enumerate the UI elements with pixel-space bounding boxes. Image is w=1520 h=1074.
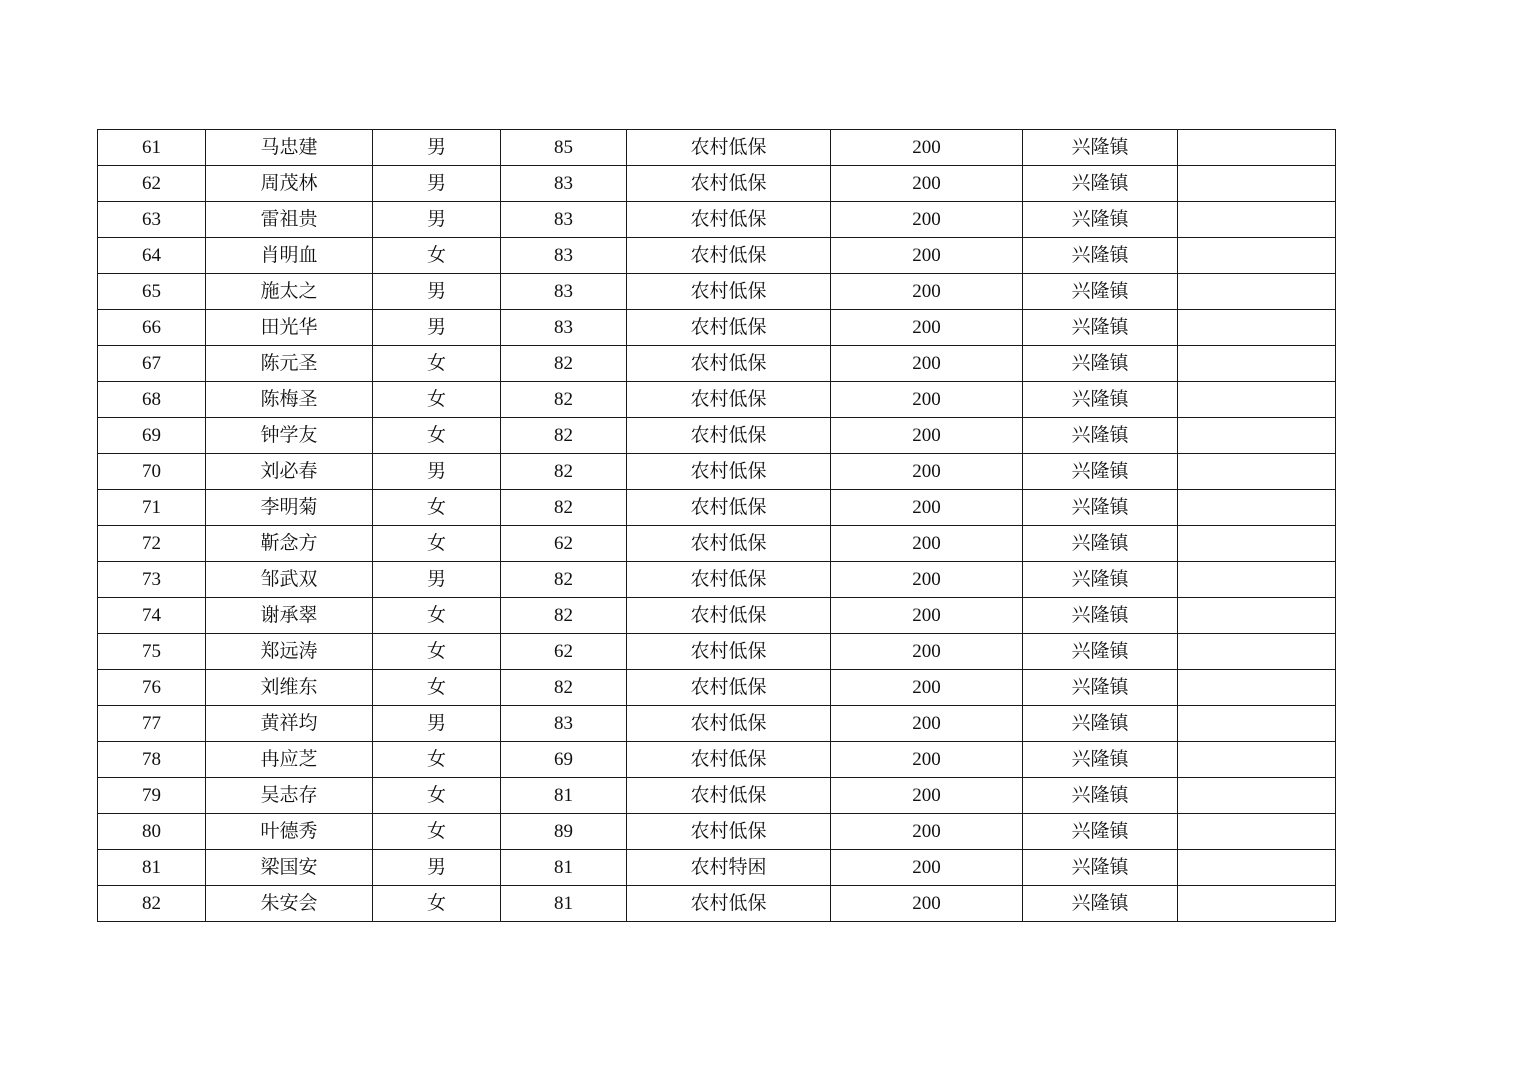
gender-cell: 女 xyxy=(373,634,501,670)
table-row xyxy=(98,310,1336,346)
row-number: 76 xyxy=(98,670,206,706)
gender-cell: 女 xyxy=(373,382,501,418)
town-cell: 兴隆镇 xyxy=(1023,238,1178,274)
row-number: 68 xyxy=(98,382,206,418)
table-row xyxy=(98,346,1336,382)
town-cell: 兴隆镇 xyxy=(1023,454,1178,490)
gender-cell: 男 xyxy=(373,706,501,742)
category-cell: 农村低保 xyxy=(627,742,831,778)
remark-cell xyxy=(1178,634,1336,670)
table-row xyxy=(98,238,1336,274)
gender-cell: 男 xyxy=(373,202,501,238)
town-cell: 兴隆镇 xyxy=(1023,130,1178,166)
category-cell: 农村低保 xyxy=(627,418,831,454)
row-number: 73 xyxy=(98,562,206,598)
remark-cell xyxy=(1178,562,1336,598)
amount-cell: 200 xyxy=(831,526,1023,562)
row-number: 64 xyxy=(98,238,206,274)
gender-cell: 女 xyxy=(373,238,501,274)
town-cell: 兴隆镇 xyxy=(1023,634,1178,670)
amount-cell: 200 xyxy=(831,382,1023,418)
town-cell: 兴隆镇 xyxy=(1023,310,1178,346)
table-row xyxy=(98,274,1336,310)
gender-cell: 女 xyxy=(373,886,501,922)
name-cell: 谢承翠 xyxy=(206,598,373,634)
remark-cell xyxy=(1178,742,1336,778)
name-cell: 吴志存 xyxy=(206,778,373,814)
age-cell: 82 xyxy=(501,490,627,526)
name-cell: 施太之 xyxy=(206,274,373,310)
name-cell: 刘必春 xyxy=(206,454,373,490)
category-cell: 农村低保 xyxy=(627,598,831,634)
table-row xyxy=(98,814,1336,850)
row-number: 71 xyxy=(98,490,206,526)
name-cell: 钟学友 xyxy=(206,418,373,454)
name-cell: 梁国安 xyxy=(206,850,373,886)
category-cell: 农村低保 xyxy=(627,202,831,238)
remark-cell xyxy=(1178,886,1336,922)
age-cell: 83 xyxy=(501,706,627,742)
remark-cell xyxy=(1178,670,1336,706)
category-cell: 农村低保 xyxy=(627,382,831,418)
age-cell: 69 xyxy=(501,742,627,778)
category-cell: 农村低保 xyxy=(627,778,831,814)
category-cell: 农村低保 xyxy=(627,526,831,562)
amount-cell: 200 xyxy=(831,706,1023,742)
remark-cell xyxy=(1178,382,1336,418)
town-cell: 兴隆镇 xyxy=(1023,562,1178,598)
age-cell: 83 xyxy=(501,166,627,202)
remark-cell xyxy=(1178,526,1336,562)
remark-cell xyxy=(1178,310,1336,346)
remark-cell xyxy=(1178,706,1336,742)
age-cell: 82 xyxy=(501,598,627,634)
table-row xyxy=(98,130,1336,166)
amount-cell: 200 xyxy=(831,814,1023,850)
remark-cell xyxy=(1178,814,1336,850)
row-number: 61 xyxy=(98,130,206,166)
amount-cell: 200 xyxy=(831,130,1023,166)
amount-cell: 200 xyxy=(831,850,1023,886)
name-cell: 朱安会 xyxy=(206,886,373,922)
table-body xyxy=(98,130,1336,922)
category-cell: 农村低保 xyxy=(627,310,831,346)
age-cell: 82 xyxy=(501,670,627,706)
category-cell: 农村低保 xyxy=(627,490,831,526)
age-cell: 62 xyxy=(501,634,627,670)
age-cell: 82 xyxy=(501,454,627,490)
town-cell: 兴隆镇 xyxy=(1023,814,1178,850)
age-cell: 82 xyxy=(501,346,627,382)
category-cell: 农村低保 xyxy=(627,634,831,670)
recipient-table xyxy=(97,129,1336,922)
category-cell: 农村特困 xyxy=(627,850,831,886)
remark-cell xyxy=(1178,202,1336,238)
remark-cell xyxy=(1178,418,1336,454)
category-cell: 农村低保 xyxy=(627,274,831,310)
gender-cell: 女 xyxy=(373,598,501,634)
amount-cell: 200 xyxy=(831,562,1023,598)
gender-cell: 女 xyxy=(373,670,501,706)
table-row xyxy=(98,526,1336,562)
gender-cell: 男 xyxy=(373,274,501,310)
gender-cell: 男 xyxy=(373,130,501,166)
category-cell: 农村低保 xyxy=(627,130,831,166)
category-cell: 农村低保 xyxy=(627,814,831,850)
table-row xyxy=(98,598,1336,634)
gender-cell: 女 xyxy=(373,490,501,526)
table-row xyxy=(98,382,1336,418)
name-cell: 周茂林 xyxy=(206,166,373,202)
name-cell: 马忠建 xyxy=(206,130,373,166)
table-row xyxy=(98,166,1336,202)
remark-cell xyxy=(1178,166,1336,202)
amount-cell: 200 xyxy=(831,346,1023,382)
town-cell: 兴隆镇 xyxy=(1023,274,1178,310)
gender-cell: 男 xyxy=(373,562,501,598)
age-cell: 82 xyxy=(501,382,627,418)
table-row xyxy=(98,202,1336,238)
name-cell: 冉应芝 xyxy=(206,742,373,778)
amount-cell: 200 xyxy=(831,742,1023,778)
amount-cell: 200 xyxy=(831,670,1023,706)
name-cell: 雷祖贵 xyxy=(206,202,373,238)
name-cell: 靳念方 xyxy=(206,526,373,562)
category-cell: 农村低保 xyxy=(627,238,831,274)
name-cell: 肖明血 xyxy=(206,238,373,274)
row-number: 81 xyxy=(98,850,206,886)
table-row xyxy=(98,670,1336,706)
age-cell: 83 xyxy=(501,274,627,310)
remark-cell xyxy=(1178,346,1336,382)
remark-cell xyxy=(1178,490,1336,526)
age-cell: 83 xyxy=(501,202,627,238)
name-cell: 叶德秀 xyxy=(206,814,373,850)
name-cell: 郑远涛 xyxy=(206,634,373,670)
remark-cell xyxy=(1178,274,1336,310)
age-cell: 85 xyxy=(501,130,627,166)
remark-cell xyxy=(1178,454,1336,490)
category-cell: 农村低保 xyxy=(627,346,831,382)
amount-cell: 200 xyxy=(831,418,1023,454)
name-cell: 李明菊 xyxy=(206,490,373,526)
gender-cell: 女 xyxy=(373,814,501,850)
amount-cell: 200 xyxy=(831,166,1023,202)
name-cell: 邹武双 xyxy=(206,562,373,598)
row-number: 77 xyxy=(98,706,206,742)
amount-cell: 200 xyxy=(831,490,1023,526)
category-cell: 农村低保 xyxy=(627,166,831,202)
town-cell: 兴隆镇 xyxy=(1023,778,1178,814)
row-number: 67 xyxy=(98,346,206,382)
gender-cell: 女 xyxy=(373,346,501,382)
amount-cell: 200 xyxy=(831,274,1023,310)
town-cell: 兴隆镇 xyxy=(1023,670,1178,706)
table-row xyxy=(98,490,1336,526)
name-cell: 黄祥均 xyxy=(206,706,373,742)
remark-cell xyxy=(1178,778,1336,814)
amount-cell: 200 xyxy=(831,310,1023,346)
table-row xyxy=(98,850,1336,886)
category-cell: 农村低保 xyxy=(627,706,831,742)
age-cell: 81 xyxy=(501,886,627,922)
row-number: 66 xyxy=(98,310,206,346)
age-cell: 82 xyxy=(501,418,627,454)
gender-cell: 男 xyxy=(373,310,501,346)
age-cell: 62 xyxy=(501,526,627,562)
town-cell: 兴隆镇 xyxy=(1023,526,1178,562)
age-cell: 83 xyxy=(501,238,627,274)
amount-cell: 200 xyxy=(831,886,1023,922)
town-cell: 兴隆镇 xyxy=(1023,202,1178,238)
gender-cell: 男 xyxy=(373,850,501,886)
town-cell: 兴隆镇 xyxy=(1023,490,1178,526)
town-cell: 兴隆镇 xyxy=(1023,382,1178,418)
gender-cell: 女 xyxy=(373,526,501,562)
town-cell: 兴隆镇 xyxy=(1023,850,1178,886)
amount-cell: 200 xyxy=(831,454,1023,490)
town-cell: 兴隆镇 xyxy=(1023,598,1178,634)
town-cell: 兴隆镇 xyxy=(1023,346,1178,382)
table-row xyxy=(98,706,1336,742)
remark-cell xyxy=(1178,130,1336,166)
gender-cell: 女 xyxy=(373,778,501,814)
amount-cell: 200 xyxy=(831,238,1023,274)
town-cell: 兴隆镇 xyxy=(1023,742,1178,778)
town-cell: 兴隆镇 xyxy=(1023,886,1178,922)
row-number: 69 xyxy=(98,418,206,454)
gender-cell: 女 xyxy=(373,742,501,778)
remark-cell xyxy=(1178,850,1336,886)
remark-cell xyxy=(1178,238,1336,274)
table-row xyxy=(98,742,1336,778)
name-cell: 陈元圣 xyxy=(206,346,373,382)
table-row xyxy=(98,562,1336,598)
row-number: 65 xyxy=(98,274,206,310)
town-cell: 兴隆镇 xyxy=(1023,166,1178,202)
age-cell: 83 xyxy=(501,310,627,346)
name-cell: 田光华 xyxy=(206,310,373,346)
age-cell: 81 xyxy=(501,778,627,814)
gender-cell: 女 xyxy=(373,418,501,454)
row-number: 82 xyxy=(98,886,206,922)
gender-cell: 男 xyxy=(373,166,501,202)
town-cell: 兴隆镇 xyxy=(1023,706,1178,742)
remark-cell xyxy=(1178,598,1336,634)
category-cell: 农村低保 xyxy=(627,454,831,490)
age-cell: 82 xyxy=(501,562,627,598)
row-number: 74 xyxy=(98,598,206,634)
category-cell: 农村低保 xyxy=(627,886,831,922)
table-row xyxy=(98,778,1336,814)
row-number: 79 xyxy=(98,778,206,814)
row-number: 80 xyxy=(98,814,206,850)
amount-cell: 200 xyxy=(831,598,1023,634)
table-row xyxy=(98,634,1336,670)
category-cell: 农村低保 xyxy=(627,562,831,598)
name-cell: 陈梅圣 xyxy=(206,382,373,418)
town-cell: 兴隆镇 xyxy=(1023,418,1178,454)
age-cell: 89 xyxy=(501,814,627,850)
name-cell: 刘维东 xyxy=(206,670,373,706)
amount-cell: 200 xyxy=(831,202,1023,238)
row-number: 75 xyxy=(98,634,206,670)
table-row xyxy=(98,454,1336,490)
row-number: 78 xyxy=(98,742,206,778)
table-row xyxy=(98,886,1336,922)
category-cell: 农村低保 xyxy=(627,670,831,706)
row-number: 72 xyxy=(98,526,206,562)
table-row xyxy=(98,418,1336,454)
gender-cell: 男 xyxy=(373,454,501,490)
age-cell: 81 xyxy=(501,850,627,886)
row-number: 63 xyxy=(98,202,206,238)
row-number: 62 xyxy=(98,166,206,202)
row-number: 70 xyxy=(98,454,206,490)
amount-cell: 200 xyxy=(831,778,1023,814)
amount-cell: 200 xyxy=(831,634,1023,670)
